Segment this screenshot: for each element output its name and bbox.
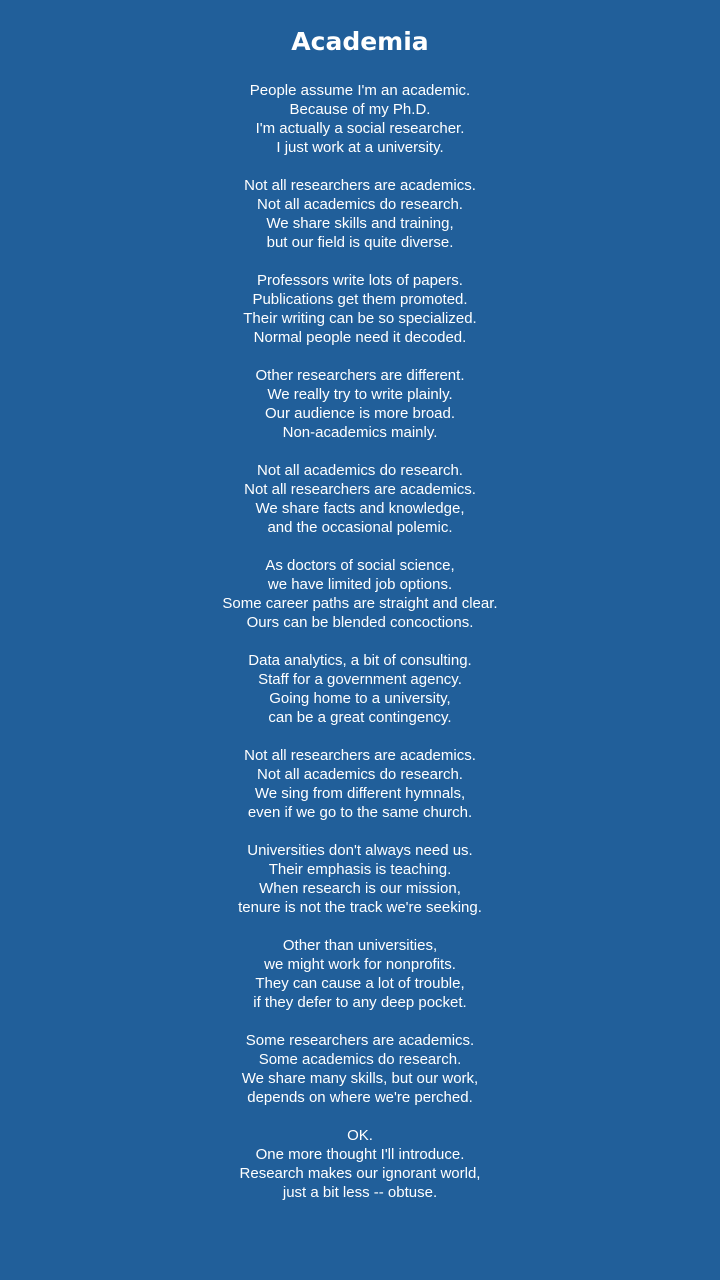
poem-line: Not all researchers are academics. xyxy=(244,747,476,764)
poem-line: Some academics do research. xyxy=(258,1051,462,1068)
stanza-4 xyxy=(0,366,720,442)
poem-line: Normal people need it decoded. xyxy=(253,329,467,346)
poem-line: Not all academics do research. xyxy=(257,462,463,479)
poem-line: We sing from different hymnals, xyxy=(254,785,466,802)
poem-line: and the occasional polemic. xyxy=(267,519,453,536)
poem-line: just a bit less -- obtuse. xyxy=(282,1184,438,1201)
poem-line: Not all researchers are academics. xyxy=(244,481,476,498)
stanza-8 xyxy=(0,746,720,822)
poem-line: We share skills and training, xyxy=(266,215,454,232)
poem-line: When research is our mission, xyxy=(259,880,461,897)
poem-line: People assume I'm an academic. xyxy=(249,82,471,99)
poem-line: if they defer to any deep pocket. xyxy=(253,994,467,1011)
poem-line: Some career paths are straight and clear. xyxy=(222,595,498,612)
stanza-2 xyxy=(0,176,720,252)
poem-line: They can cause a lot of trouble, xyxy=(255,975,465,992)
poem-line: We really try to write plainly. xyxy=(267,386,453,403)
stanza-7 xyxy=(0,651,720,727)
stanza-1 xyxy=(0,81,720,157)
poem-line: even if we go to the same church. xyxy=(247,804,473,821)
poem-line: Their emphasis is teaching. xyxy=(268,861,452,878)
poem-line: Their writing can be so specialized. xyxy=(243,310,477,327)
poem-line: Not all academics do research. xyxy=(257,196,463,213)
poem-line: Staff for a government agency. xyxy=(258,671,462,688)
poem-line: Not all academics do research. xyxy=(257,766,463,783)
poem-line: we have limited job options. xyxy=(267,576,453,593)
poem-line: As doctors of social science, xyxy=(265,557,455,574)
stanza-11 xyxy=(0,1031,720,1107)
poem-body xyxy=(0,81,720,1202)
poem-line: Data analytics, a bit of consulting. xyxy=(248,652,472,669)
poem-line: Research makes our ignorant world, xyxy=(239,1165,481,1182)
poem-line: Ours can be blended concoctions. xyxy=(246,614,474,631)
poem-line: Professors write lots of papers. xyxy=(257,272,463,289)
stanza-10 xyxy=(0,936,720,1012)
poem-line: can be a great contingency. xyxy=(268,709,452,726)
poem-line: One more thought I'll introduce. xyxy=(255,1146,465,1163)
poem-line: Because of my Ph.D. xyxy=(289,101,431,118)
poem-line: Some researchers are academics. xyxy=(245,1032,475,1049)
poem-line: but our field is quite diverse. xyxy=(266,234,454,251)
stanza-9 xyxy=(0,841,720,917)
poem-line: We share many skills, but our work, xyxy=(241,1070,479,1087)
poem-title: Academia xyxy=(291,27,429,56)
poem-line: Our audience is more broad. xyxy=(264,405,456,422)
stanza-12 xyxy=(0,1126,720,1202)
poem-line: Universities don't always need us. xyxy=(247,842,473,859)
poem-line: tenure is not the track we're seeking. xyxy=(238,899,482,916)
poem-line: I'm actually a social researcher. xyxy=(255,120,465,137)
stanza-5 xyxy=(0,461,720,537)
poem-line: we might work for nonprofits. xyxy=(264,956,456,973)
poem-line: Going home to a university, xyxy=(269,690,451,707)
stanza-3 xyxy=(0,271,720,347)
poem-line: Not all researchers are academics. xyxy=(244,177,476,194)
poem-line: We share facts and knowledge, xyxy=(255,500,465,517)
poem-line: Publications get them promoted. xyxy=(252,291,468,308)
poem-line: Other than universities, xyxy=(282,937,438,954)
stanza-6 xyxy=(0,556,720,632)
poem-line: depends on where we're perched. xyxy=(247,1089,473,1106)
poem-line: Other researchers are different. xyxy=(255,367,465,384)
poem-line: Non-academics mainly. xyxy=(282,424,438,441)
poem-line: I just work at a university. xyxy=(276,139,444,156)
poem-line: OK. xyxy=(347,1127,373,1144)
